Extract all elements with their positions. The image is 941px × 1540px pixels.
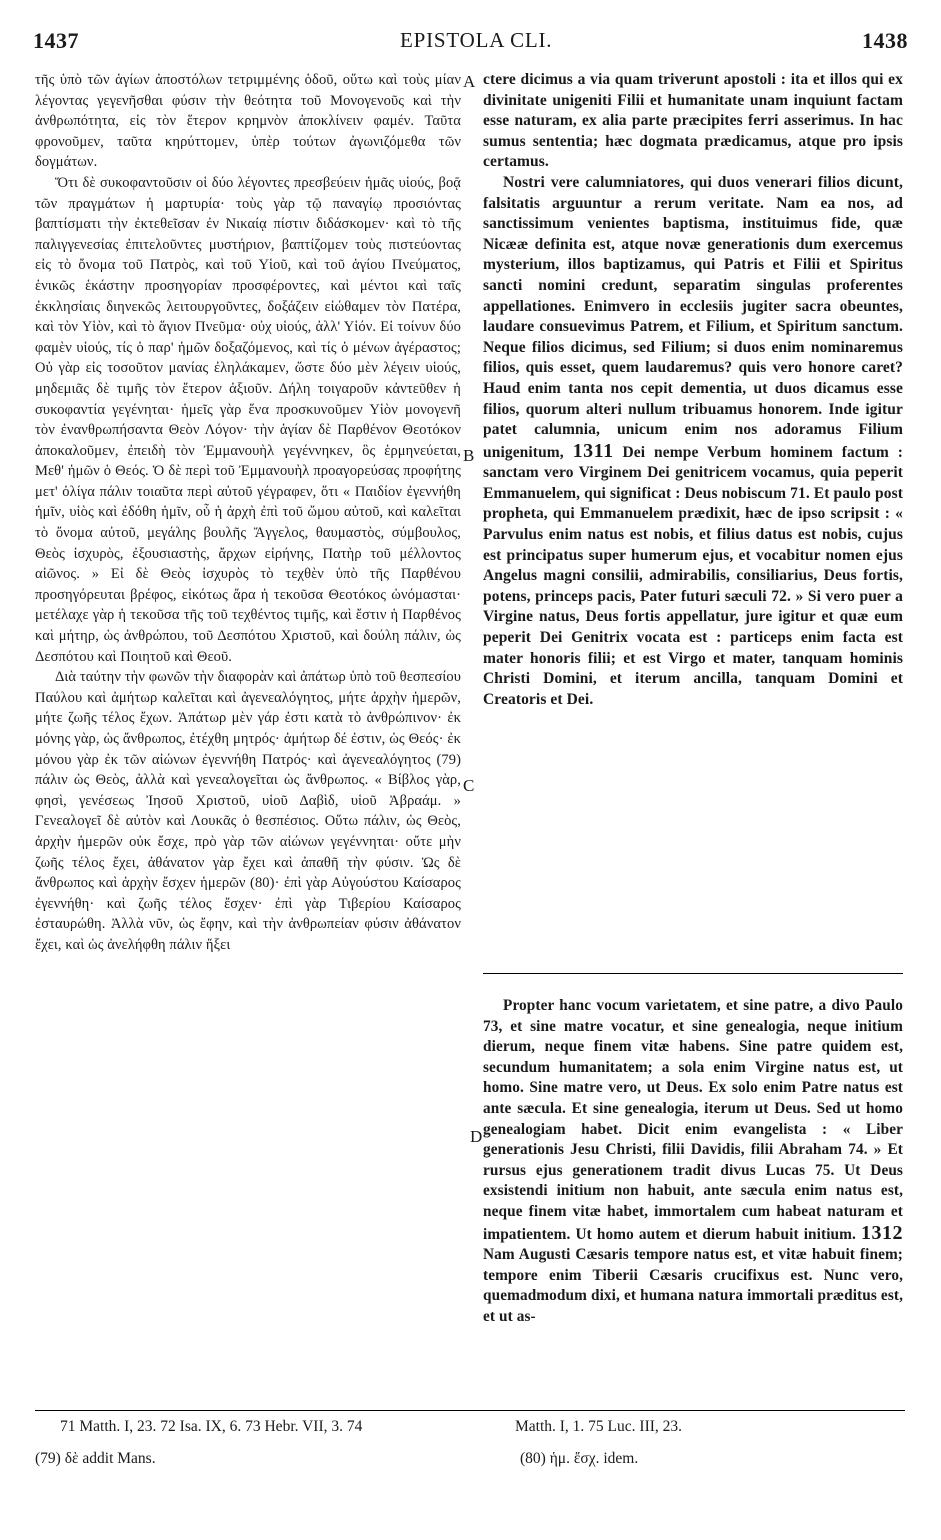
- column-number-1311: 1311: [572, 439, 614, 462]
- margin-letter-a: A: [463, 72, 476, 91]
- column-number-right: 1438: [862, 28, 908, 53]
- column-number-left: 1437: [33, 28, 79, 53]
- margin-letter-d: D: [470, 1127, 483, 1146]
- section-rule: [483, 973, 903, 974]
- latin-paragraph-text: Nostri vere calumniatores, qui duos venerari filios dicunt, falsitatis arguuntur a rerum veritate. Nam ea nos, ad sanctissimum venientes baptisma, instituimus fide, quæ Nicææ definita est, atque novæ generationis dum exercemus mysterium, illos baptizamus, qui Patris et Filii et Spiritus sancti nomini credunt, separatim singulas proferentes appellationes. Enimvero in ecclesiis jugiter sacra obeuntes, laudare consuevimus Patrem, et Filium, et Spiritum sanctum. Neque filios dicimus, sed Filium; si duos enim nominaremus filios, quis esset, quem laudaremus? quis vero honore caret? Haud enim tanta nos cepit dementia, ut duos dicamus esse filios, quorum alteri nullum tribuamus honorem. Inde igitur patet calumnia, unicum enim nos adoramus Filium unigenitum,: [483, 173, 903, 461]
- latin-column-lower: [483, 996, 903, 1328]
- latin-paragraph: [483, 173, 903, 710]
- greek-paragraph: Διὰ ταύτην τὴν φωνῶν τὴν διαφορὰν καὶ ἀπάτωρ ὑπὸ τοῦ θεσπεσίου Παύλου καὶ ἀμήτωρ καλεῖται καὶ ἀγενεαλόγητος, μήτε ἀρχὴν ἡμερῶν, μήτε ζωῆς τέλος ἔχων. Ἀπάτωρ μὲν γάρ ἐστι κατὰ τὸ ἀνθρώπινον· ἐκ μόνης γὰρ, ὡς ἄνθρωπος, ἐτέχθη μητρός· ἀμήτωρ δέ ἐστιν, ὡς Θεός· ἐκ μόνου γὰρ ἐκ τῶν αἰώνων ἐγεννήθη Πατρός· καὶ ἀγενεαλόγητος (79) πάλιν ὡς Θεὸς, ἀλλὰ καὶ γενεαλογεῖται ὡς ἄνθρωπος. « Βίβλος γὰρ, φησὶ, γενέσεως Ἰησοῦ Χριστοῦ, υἱοῦ Δαβὶδ, υἱοῦ Ἀβραάμ. » Γενεαλογεῖ δὲ αὐτὸν καὶ Λουκᾶς ὁ θεσπέσιος. Οὕτω πάλιν, ὡς Θεὸς, ἀρχὴν ἡμερῶν οὐκ ἔσχε, πρὸ γὰρ τῶν αἰώνων γεγέννηται· οὔτε μὴν ζωῆς τέλος ἔχει, ἀθάνατον γὰρ ἔχει καὶ ἀπαθῆ τὴν φύσιν. Ὡς δὲ ἄνθρωπος καὶ ἀρχὴν ἔσχεν ἡμερῶν (80)· ἐπὶ γὰρ Αὐγούστου Καίσαρος ἐγεννήθη· καὶ ζωῆς τέλος ἔσχεν· ἐπὶ γὰρ Τιβερίου Καίσαρος ἐσταυρώθη. Ἀλλὰ νῦν, ὡς ἔφην, καὶ τὴν ἀνθρωπείαν φύσιν ἀθάνατον ἔχει, καὶ ὡς ἀνελήφθη πάλιν ἥξει: [35, 669, 461, 953]
- variant-note-right: (80) ἡμ. ἔσχ. idem.: [520, 1450, 639, 1467]
- latin-paragraph-text: Propter hanc vocum varietatem, et sine patre, a divo Paulo 73, et sine matre vocatur, et sine genealogia, neque initium dierum, neque finem vitæ habens. Sine patre quidem est, secundum humanitatem; a sola enim Virgine natus est, ut homo. Sine matre vero, ut Deus. Ex solo enim Patre natus est ante sæcula. Et sine genealogia, iterum ut Deus. Sed ut homo genealogiam habet. Dicit enim evangelista : « Liber generationis Jesu Christi, filii Davidis, filii Abraham 74. » Et rursus ejus generationem tradit divus Lucas 75. Ut Deus exsistendi initium non habuit, ante sæcula enim natus est, neque finem vitæ habet, immortalem cum habeat naturam et impatientem. Ut homo autem et dierum habuit initium.: [483, 997, 903, 1243]
- latin-paragraph: ctere dicimus a via quam triverunt apostoli : ita et illos qui ex divinitate unigeniti Filii et humanitate unam inquiunt factam esse naturam, ex alia parte præcipites ferri asserimus. In hac sumus sententia; hæc dogmata prædicamus, atque pro ipsis certamus.: [483, 71, 903, 171]
- margin-letter-b: B: [463, 446, 475, 465]
- latin-paragraph-text: Dei nempe Verbum hominem factum : sanctam vero Virginem Dei genitricem vocamus, quia peperit Emmanuelem, qui significat : Deus nobiscum 71. Et paulo post propheta, qui Emmanuelem prædixit, hæc de ipso scripsit : « Parvulus enim natus est nobis, et filius datus est nobis, cujus est principatus super humerum ejus, et vocabitur nomen ejus Angelus magni consilii, admirabilis, consiliarius, Deus fortis, potens, princeps pacis, Pater futuri sæculi 72. » Si vero puer a Virgine natus, Deus fortis appellatur, jure igitur et quæ eum peperit Dei Genitrix vocata est : particeps enim facta est mater honoris filii; et est Virgo et mater, tanquam hominis Christi Domini, et iterum ancilla, tanquam Domini et Creatoris et Dei.: [483, 443, 904, 708]
- footnotes: [35, 1418, 915, 1440]
- column-number-1312: 1312: [860, 1221, 903, 1244]
- page-header: [0, 28, 941, 58]
- margin-letter-c: C: [463, 776, 475, 795]
- running-title: EPISTOLA CLI.: [400, 28, 553, 52]
- footnote-rule: [35, 1410, 905, 1411]
- greek-paragraph: Ὅτι δὲ συκοφαντοῦσιν οἱ δύο λέγοντες πρεσβεύειν ἡμᾶς υἱούς, βοᾷ τῶν πραγμάτων ἡ μαρτυρία· τοὺς γὰρ τῷ παναγίῳ προσιόντας βαπτίσματι τὴν ἐκτεθεῖσαν ἐν Νικαίᾳ πίστιν διδάσκομεν· καὶ τὸ τῆς παλιγγενεσίας ἐπιτελοῦντες μυστήριον, βαπτίζομεν τοὺς πιστεύοντας εἰς τὸ ὄνομα τοῦ Πατρὸς, καὶ τοῦ Υἱοῦ, καὶ τοῦ ἁγίου Πνεύματος, ἑνικῶς ἑκάστην προσηγορίαν προσφέροντες, καὶ μέντοι καὶ ταῖς ἐκκλησίαις διηνεκῶς λειτουργοῦντες, δοξάζειν εἰώθαμεν τὸν Πατέρα, καὶ τὸν Υἱὸν, καὶ τὸ ἅγιον Πνεῦμα· οὐχ υἱούς, ἀλλ' Υἱόν. Εἰ τοίνυν δύο φαμὲν υἱούς, τίς ὁ παρ' ἡμῶν δοξαζόμενος, καὶ τίς ὁ μένων ἀγέραστος; Οὐ γὰρ εἰς τοσοῦτον μανίας ἐληλάκαμεν, ὥστε δύο μὲν λέγειν υἱούς, μηδεμιᾶς δὲ τιμῆς τὸν ἕτερον ἀξιοῦν. Δήλη τοιγαροῦν κἀντεῦθεν ἡ συκοφαντία γεγένηται· ἡμεῖς γὰρ ἕνα προσκυνοῦμεν Υἱὸν μονογενῆ τὸν ἐνανθρωπήσαντα Θεὸν Λόγον· τὴν ἁγίαν δὲ Παρθένον Θεοτόκον ἀποκαλοῦμεν, ἐπειδὴ τὸν Ἐμμανουὴλ γεγέννηκεν, ὃς ἑρμηνεύεται, Μεθ' ἡμῶν ὁ Θεός. Ὁ δὲ περὶ τοῦ Ἐμμανουὴλ προαγορεύσας προφήτης μετ' ὀλίγα πάλιν τοιαῦτα περὶ αὐτοῦ γέγραφεν, ὅτι « Παιδίον ἐγεννήθη ἡμῖν, υἱὸς καὶ ἐδόθη ἡμῖν, οὗ ἡ ἀρχὴ ἐπὶ τοῦ ὤμου αὐτοῦ, καὶ καλεῖται τὸ ὄνομα αὐτοῦ, μεγάλης βουλῆς Ἄγγελος, θαυμαστὸς, σύμβουλος, Θεὸς ἰσχυρὸς, ἐξουσιαστὴς, ἄρχων εἰρήνης, Πατὴρ τοῦ μέλλοντος αἰῶνος. » Εἰ δὲ Θεὸς ἰσχυρὸς τὸ τεχθὲν ὑπὸ τῆς Παρθένου προσηγόρευται βρέφος, εἰκότως ἄρα ἡ τεκοῦσα Θεοτόκος ὠνόμασται· μετέλαχε γὰρ ἡ τεκοῦσα τῆς τοῦ τεχθέντος τιμῆς, καὶ ἔστιν ἡ Παρθένος καὶ μήτηρ, ὡς ἀνθρώπου, τοῦ Δεσπότου Χριστοῦ, καὶ δούλη πάλιν, ὡς Δεσπότου καὶ Ποιητοῦ καὶ Θεοῦ.: [35, 174, 461, 665]
- greek-paragraph: τῆς ὑπὸ τῶν ἁγίων ἀποστόλων τετριμμένης ὁδοῦ, οὕτω καὶ τοὺς μίαν λέγοντας γεγενῆσθαι φύσιν τὴν θεότητα τοῦ Μονογενοῦς καὶ τὴν ἀνθρωπότητα, εἰς τὸν ἕτερον κρημνὸν ἀποκλίνειν φαμέν. Ταῦτα φρονοῦμεν, ταῦτα κηρύττομεν, ὑπὲρ τούτων ἀγωνιζόμεθα τῶν δογμάτων.: [35, 72, 461, 171]
- variant-note-left: (79) δὲ addit Mans.: [35, 1450, 156, 1467]
- footnote-line-right: Matth. I, 1. 75 Luc. III, 23.: [515, 1418, 683, 1435]
- latin-column-upper: [483, 70, 903, 710]
- greek-column: [35, 70, 461, 956]
- footnote-line-left: 71 Matth. I, 23. 72 Isa. IX, 6. 73 Hebr. VII, 3. 74: [60, 1418, 363, 1435]
- latin-paragraph-text: Nam Augusti Cæsaris tempore natus est, et vitæ habuit finem; tempore enim Tiberii Cæsaris crucifixus est. Nunc vero, quemadmodum dixi, et humana natura immortali præditus est, et ut as-: [483, 1246, 903, 1325]
- latin-paragraph: [483, 996, 903, 1328]
